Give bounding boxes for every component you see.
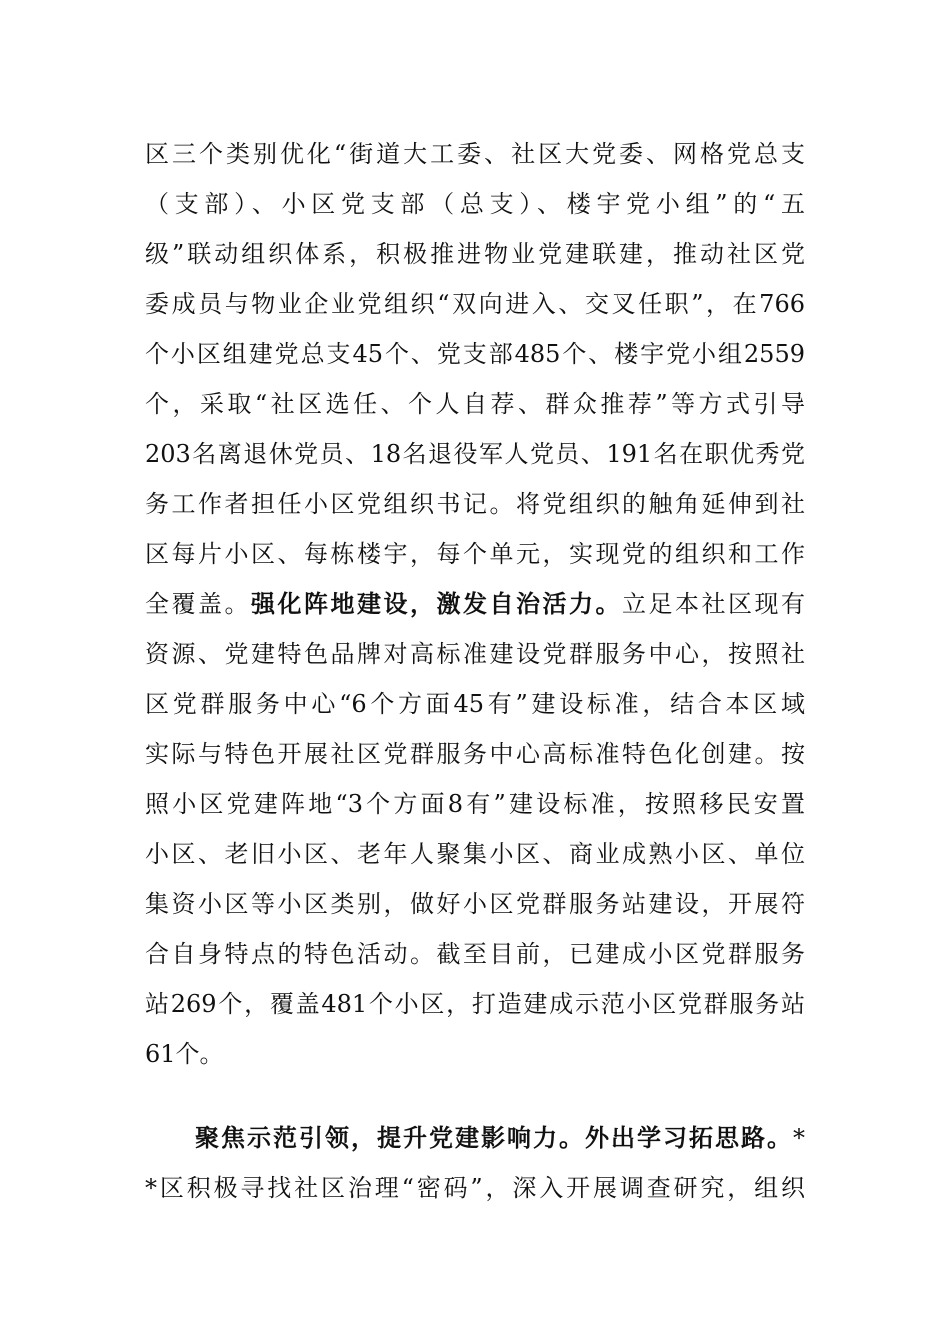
- text-line: 务工作者担任小区党组织书记。将党组织的触角延伸到社: [145, 490, 805, 518]
- text-line: 小区、老旧小区、老年人聚集小区、商业成熟小区、单位: [145, 840, 805, 868]
- text-line: 级”联动组织体系，积极推进物业党建联建，推动社区党: [145, 240, 805, 268]
- text-line: 区每片小区、每栋楼宇，每个单元，实现党的组织和工作: [145, 540, 805, 568]
- text-line: 个，采取“社区选任、个人自荐、群众推荐”等方式引导: [145, 390, 805, 418]
- inline-heading: 强化阵地建设，激发自治活力。: [251, 589, 622, 618]
- text-line: 委成员与物业企业党组织“双向进入、交叉任职”，在766: [145, 290, 805, 318]
- text-line: 集资小区等小区类别，做好小区党群服务站建设，开展符: [145, 890, 805, 918]
- text-line: *区积极寻找社区治理“密码”，深入开展调查研究，组织: [145, 1174, 805, 1202]
- section-heading: 聚焦示范引领，提升党建影响力。外出学习拓思路。: [195, 1123, 793, 1152]
- text-line: 照小区党建阵地“3个方面8有”建设标准，按照移民安置: [145, 790, 805, 818]
- text-segment: 全覆盖。: [145, 590, 251, 618]
- text-line: 资源、党建特色品牌对高标准建设党群服务中心，按照社: [145, 640, 805, 668]
- text-line: 站269个，覆盖481个小区，打造建成示范小区党群服务站: [145, 990, 805, 1018]
- text-line: （支部）、小区党支部（总支）、楼宇党小组”的“五: [145, 190, 805, 218]
- text-line: 区三个类别优化“街道大工委、社区大党委、网格党总支: [145, 140, 805, 168]
- text-line: 实际与特色开展社区党群服务中心高标准特色化创建。按: [145, 740, 805, 768]
- section-heading-line: [195, 1122, 805, 1154]
- text-line: 203名离退休党员、18名退役军人党员、191名在职优秀党: [145, 440, 805, 468]
- text-segment: 立足本社区现有: [622, 590, 805, 618]
- text-line-with-heading: [145, 588, 805, 620]
- text-line: 个小区组建党总支45个、党支部485个、楼宇党小组2559: [145, 340, 805, 368]
- text-segment: *: [793, 1124, 805, 1152]
- text-line: 61个。: [145, 1040, 224, 1068]
- text-line: 区党群服务中心“6个方面45有”建设标准，结合本区域: [145, 690, 805, 718]
- text-line: 合自身特点的特色活动。截至目前，已建成小区党群服务: [145, 940, 805, 968]
